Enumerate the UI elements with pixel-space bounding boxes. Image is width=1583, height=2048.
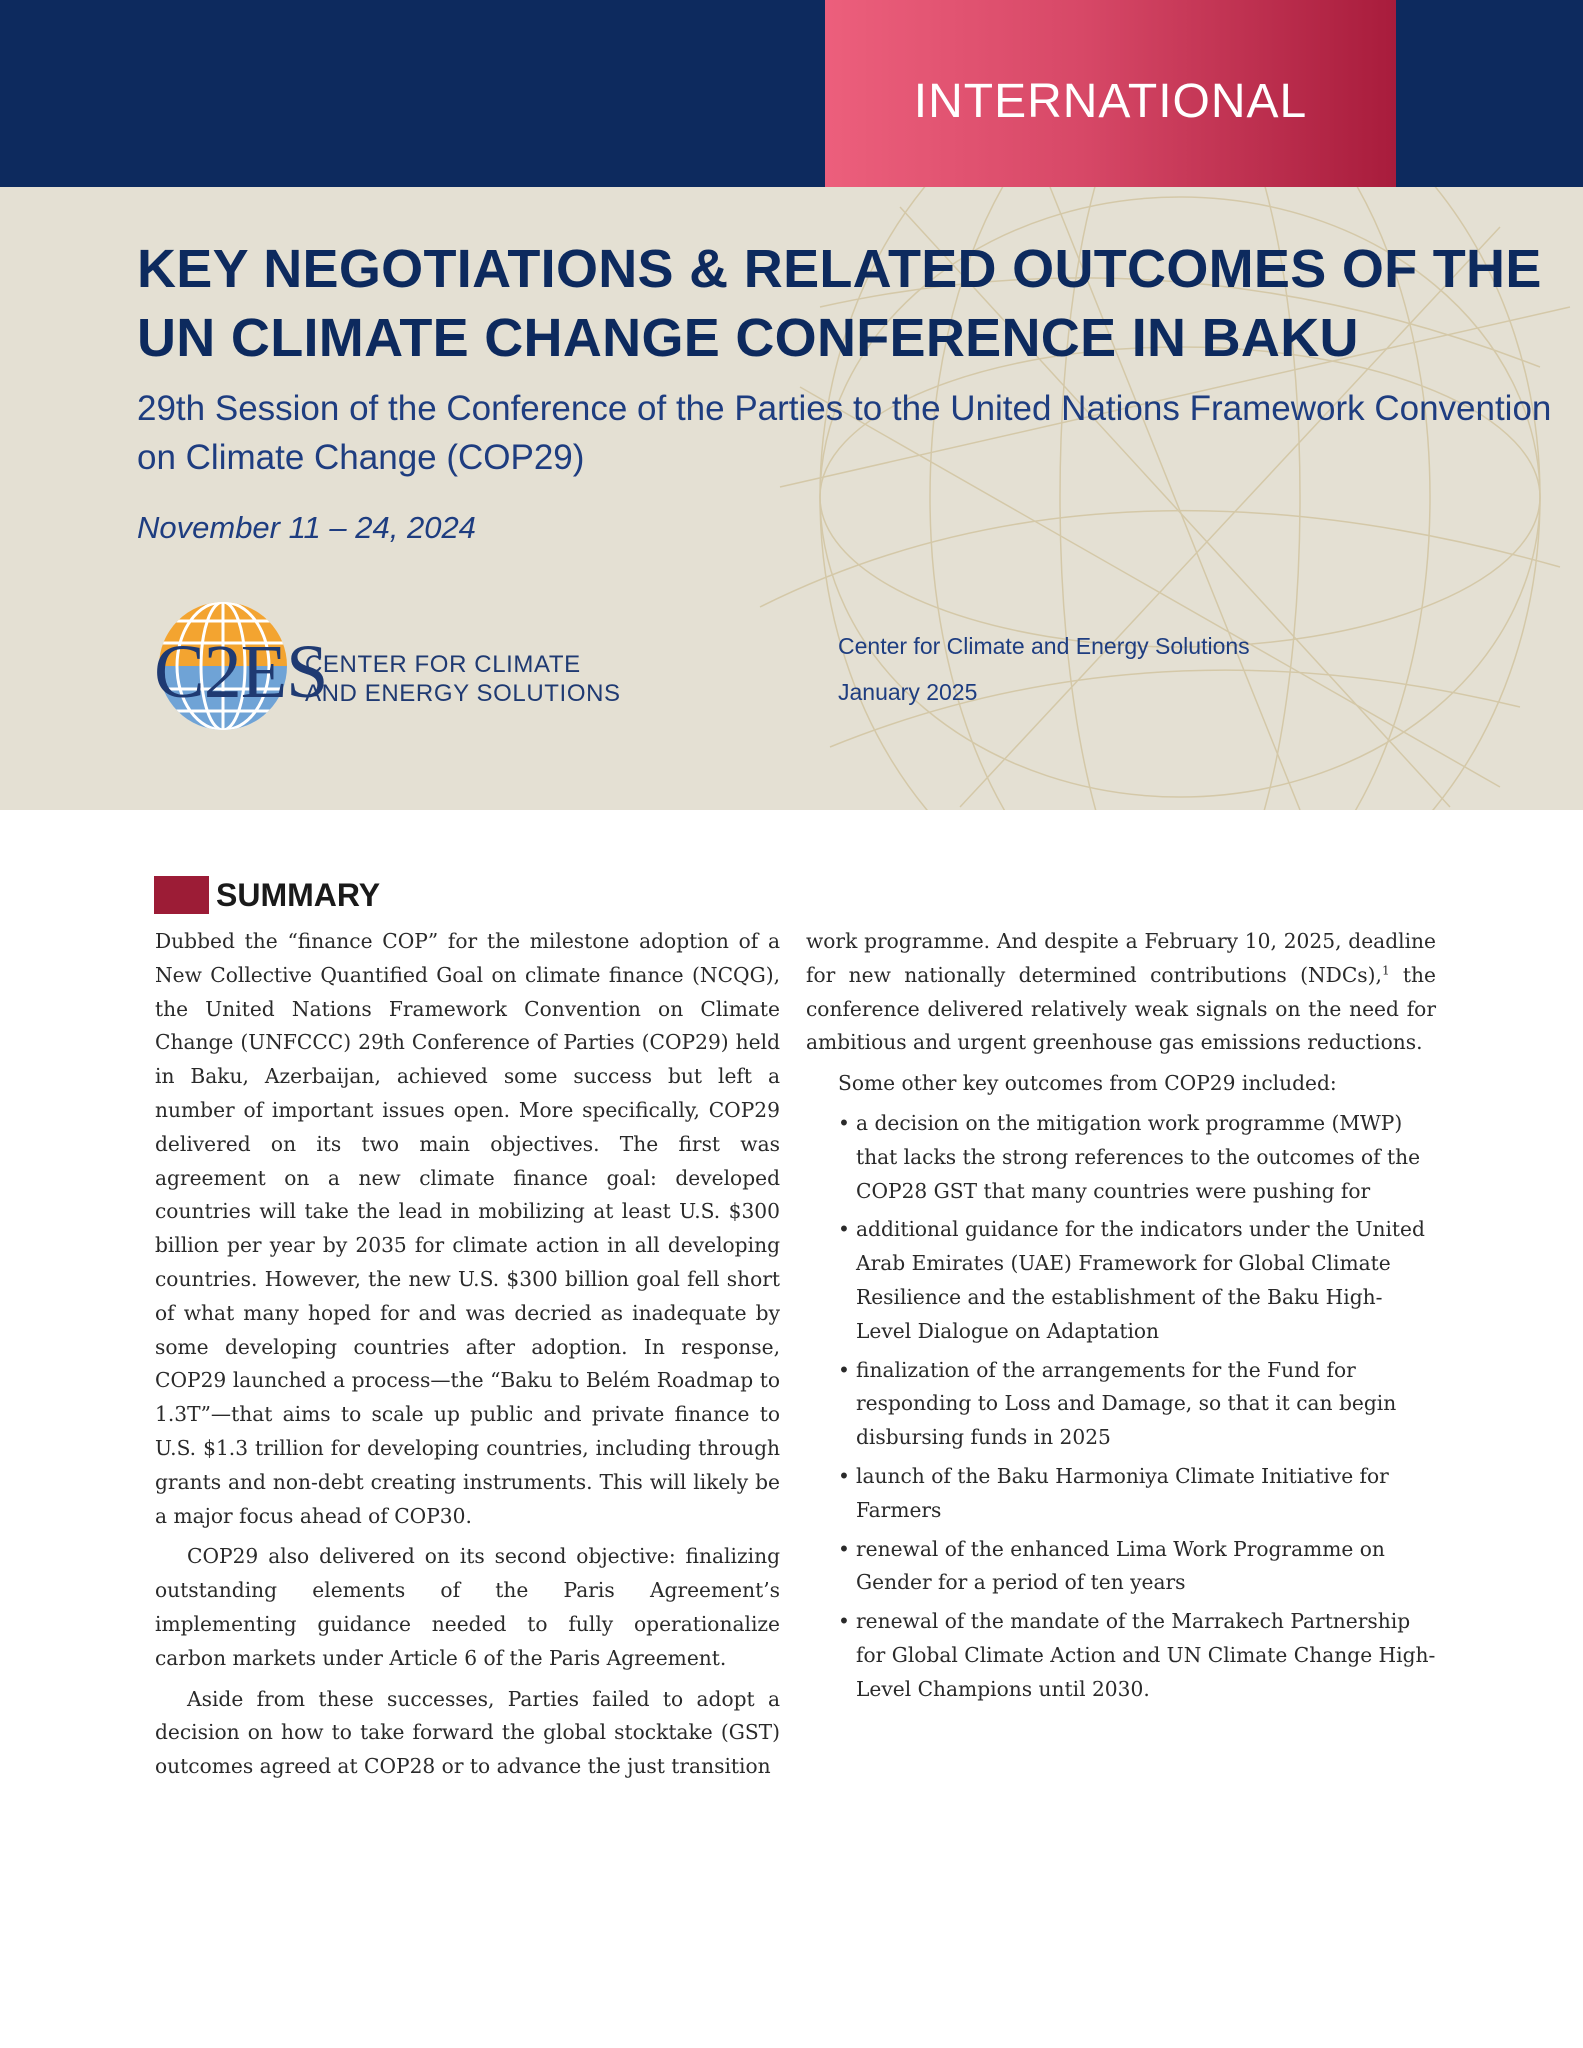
logo-org-name [305, 650, 621, 708]
section-tab [825, 0, 1396, 187]
logo-org-line-2: AND ENERGY SOLUTIONS [305, 680, 621, 707]
publisher-block [838, 623, 1250, 715]
summary-paragraph-3-text: Aside from these successes, Parties failed to adopt a decision on how to take forward the global stocktake (GST) outcomes agreed at COP28 or to advance the just transition [155, 1686, 780, 1779]
list-item: • renewal of the enhanced Lima Work Programme on Gender for a period of ten years [838, 1533, 1436, 1601]
page-subtitle: 29th Session of the Conference of the Parties to the United Nations Framework Convention on Climate Change (COP29) [137, 389, 1552, 477]
conference-dates: November 11 – 24, 2024 [137, 510, 476, 545]
footnote-marker[interactable]: 1 [1381, 963, 1390, 978]
outcomes-list [838, 1107, 1436, 1707]
list-item: • a decision on the mitigation work programme (MWP) that lacks the strong references to the outcomes of the COP28 GST that many countries were pushing for [838, 1107, 1436, 1208]
logo-wordmark: C2ES [154, 630, 328, 714]
outcomes-intro: Some other key outcomes from COP29 included: [838, 1071, 1337, 1096]
page-title: KEY NEGOTIATIONS & RELATED OUTCOMES OF THE UN CLIMATE CHANGE CONFERENCE IN BAKU [137, 239, 1542, 368]
title-header [0, 187, 1583, 810]
summary-paragraph-2: COP29 also delivered on its second objective: finalizing outstanding elements of the Paris Agreement’s implementing guidance needed to fully operationalize carbon markets under Article 6 of the Paris Agreement. [155, 1544, 780, 1670]
publisher-name: Center for Climate and Energy Solutions [838, 633, 1250, 659]
summary-title: SUMMARY [216, 877, 381, 913]
list-item: • launch of the Baku Harmoniya Climate Initiative for Farmers [838, 1460, 1436, 1528]
list-item: • renewal of the mandate of the Marrakech Partnership for Global Climate Action and UN Climate Change High-Level Champions until 2030. [838, 1605, 1436, 1706]
logo-org-line-1: CENTER FOR CLIMATE [305, 651, 581, 678]
summary-paragraph-1: Dubbed the “finance COP” for the milestone adoption of a New Collective Quantified Goal on climate finance (NCQG), the United Nations Framework Convention on Climate Change (UNFCCC) 29th Conference of Parties (COP29) held in Baku, Azerbaijan, achieved some success but left a number of important issues open. More specifically, COP29 delivered on its two main objectives. The first was agreement on a new climate finance goal: developed countries will take the lead in mobilizing at least U.S. $300 billion per year by 2035 for climate action in all developing countries. However, the new U.S. $300 billion goal fell short of what many hoped for and was decried as inadequate by some developing countries after adoption. In response, COP29 launched a process—the “Baku to Belém Roadmap to 1.3T”—that aims to scale up public and private finance to U.S. $1.3 trillion for developing countries, including through grants and non-debt creating instruments. This will likely be a major focus ahead of COP30. [155, 929, 780, 1528]
top-banner [0, 0, 1583, 187]
summary-paragraph-3-end: the conference delivered relatively weak signals on the need for ambitious and urgent greenhouse gas emissions reductions. [806, 962, 1436, 1055]
list-item: • finalization of the arrangements for the Fund for responding to Loss and Damage, so that it can begin disbursing funds in 2025 [838, 1354, 1436, 1455]
summary-paragraph-3 [155, 1683, 780, 1784]
publication-date: January 2025 [838, 679, 978, 705]
summary-paragraph-3-continued: work programme. And despite a February 10, 2025, deadline for new nationally determined contributions (NDCs),$^1$ the conference delivered relatively weak signals on the need for ambitious and urgent greenhouse gas emissions reductions. [806, 929, 1436, 1055]
list-item: • additional guidance for the indicators under the United Arab Emirates (UAE) Framework for Global Climate Resilience and the establishment of the Baku High-Level Dialogue on Adaptation [838, 1213, 1436, 1348]
summary-column-right [806, 925, 1436, 1712]
c2es-logo [150, 599, 670, 749]
summary-heading-marker [154, 876, 209, 914]
section-label: INTERNATIONAL [913, 75, 1308, 128]
summary-column-left [155, 925, 780, 1784]
